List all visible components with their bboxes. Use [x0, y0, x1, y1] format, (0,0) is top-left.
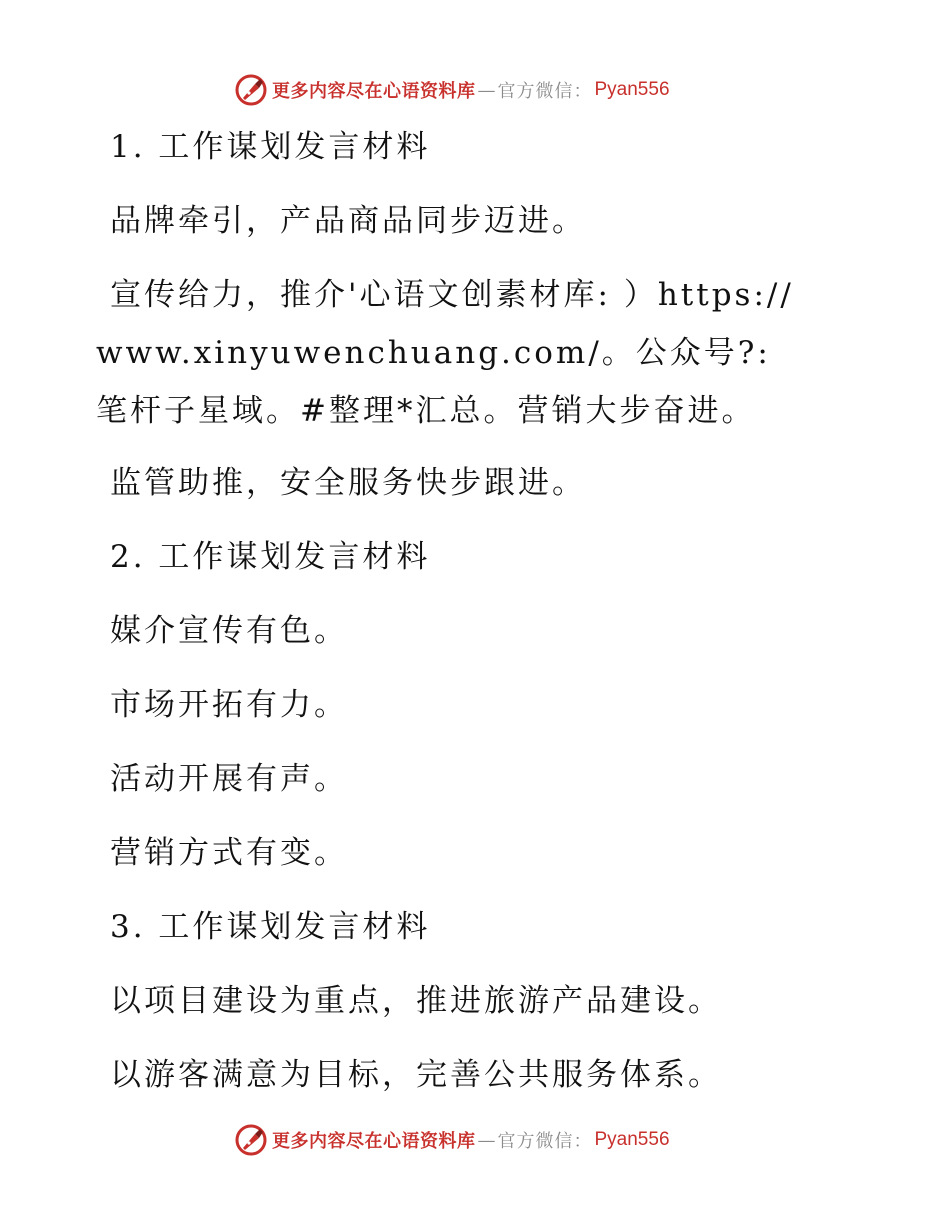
- banner-title: 更多内容尽在心语资料库: [272, 81, 476, 102]
- banner-dash: —: [477, 1129, 496, 1151]
- document-body: [96, 124, 816, 1126]
- pen-nib-logo-icon: [234, 1123, 268, 1157]
- text-line: 媒介宣传有色。: [110, 613, 348, 649]
- banner-wechat-id: Pyan556: [594, 1129, 670, 1150]
- banner-dash: —: [477, 79, 496, 101]
- heading-line: 3. 工作谋划发言材料: [110, 909, 431, 945]
- text-line: 监管助推，安全服务快步跟进。: [110, 465, 586, 501]
- text-paragraph: 宣传给力，推介'心语文创素材库: ）https://www.xinyuwenchuang.com/。公众号?: 笔杆子星域。#整理*汇总。营销大步奋进。: [96, 277, 794, 429]
- banner-wechat-label: 官方微信：: [497, 1131, 593, 1152]
- text-line: 品牌牵引，产品商品同步迈进。: [110, 203, 586, 239]
- banner-title: 更多内容尽在心语资料库: [272, 1131, 476, 1152]
- pen-nib-logo-icon: [234, 73, 268, 107]
- heading-line: 2. 工作谋划发言材料: [110, 539, 431, 575]
- text-line: 市场开拓有力。: [110, 687, 348, 723]
- heading-line: 1. 工作谋划发言材料: [110, 129, 431, 165]
- banner-wechat-id: Pyan556: [594, 79, 670, 100]
- footer-banner: [0, 1120, 950, 1160]
- header-banner: [0, 70, 950, 110]
- banner-wechat-label: 官方微信：: [497, 81, 593, 102]
- text-line: 以游客满意为目标，完善公共服务体系。: [110, 1057, 722, 1093]
- text-line: 活动开展有声。: [110, 761, 348, 797]
- text-line: 以项目建设为重点，推进旅游产品建设。: [110, 983, 722, 1019]
- text-line: 营销方式有变。: [110, 835, 348, 871]
